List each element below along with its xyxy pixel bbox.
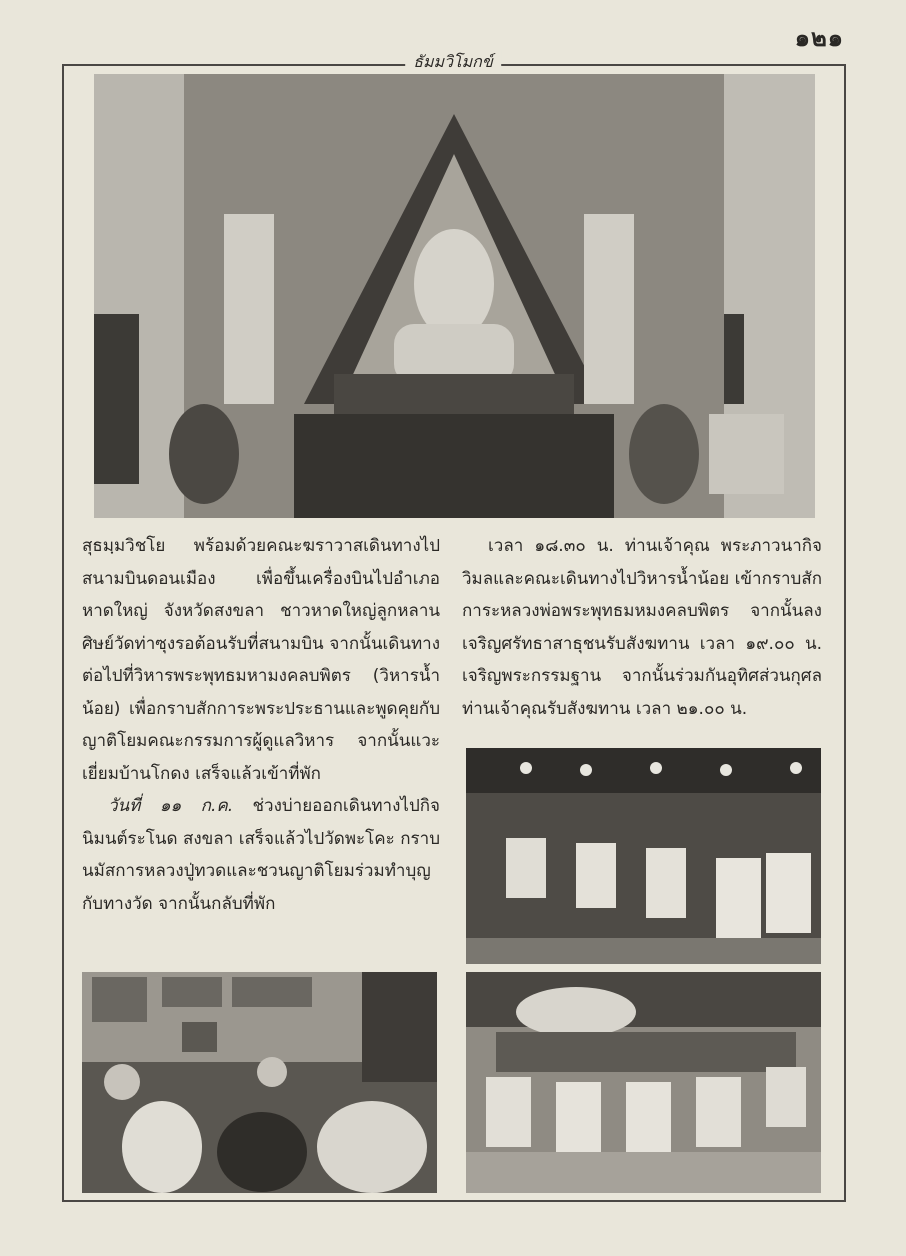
- date-label: วันที่ ๑๑ ก.ค.: [108, 796, 234, 816]
- page-header-title: ธัมมวิโมกข์: [405, 50, 501, 75]
- monks-audience-photo: [82, 972, 437, 1193]
- left-paragraph-2: [82, 790, 440, 920]
- left-paragraph-1: สุธมฺมวิชโย พร้อมด้วยคณะฆราวาสเดินทางไปสนามบินดอนเมือง เพื่อขึ้นเครื่องบินไปอำเภอหาดใหญ่ จังหวัดสงขลา ชาวหาดใหญ่ลูกหลานศิษย์วัดท่าซุงรอต้อนรับที่สนามบิน จากนั้นเดินทางต่อไปที่วิหารพระพุทธมหามงคลบพิตร (วิหารน้ำน้อย) เพื่อกราบสักการะพระประธานและพูดคุยกับญาติโยมคณะกรรมการผู้ดูแลวิหาร จากนั้นแวะเยี่ยมบ้านโกดง เสร็จแล้วเข้าที่พัก: [82, 536, 440, 784]
- page-number: ๑๒๑: [794, 24, 844, 52]
- left-paragraph-2-body: ช่วงบ่ายออกเดินทางไปกิจนิมนต์ระโนด สงขลา เสร็จแล้วไปวัดพะโคะ กราบนมัสการหลวงปู่ทวดและชวนญาติโยมร่วมทำบุญกับทางวัด จากนั้นกลับที่พัก: [82, 796, 440, 914]
- outdoor-gathering-photo: [466, 972, 821, 1193]
- left-column-text: [82, 530, 440, 920]
- meditation-group-photo: [466, 748, 821, 964]
- right-paragraph-1: เวลา ๑๘.๓๐ น. ท่านเจ้าคุณ พระภาวนากิจวิมลและคณะเดินทางไปวิหารน้ำน้อย เข้ากราบสักการะหลวงพ่อพระพุทธมหมงคลบพิตร จากนั้นลงเจริญศรัทธาสาธุชนรับสังฆทาน เวลา ๑๙.๐๐ น. เจริญพระกรรมฐาน จากนั้นร่วมกันอุทิศส่วนกุศลท่านเจ้าคุณรับสังฆทาน เวลา ๒๑.๐๐ น.: [462, 536, 823, 719]
- right-column-text: [462, 530, 822, 725]
- buddha-shrine-photo: [94, 74, 815, 518]
